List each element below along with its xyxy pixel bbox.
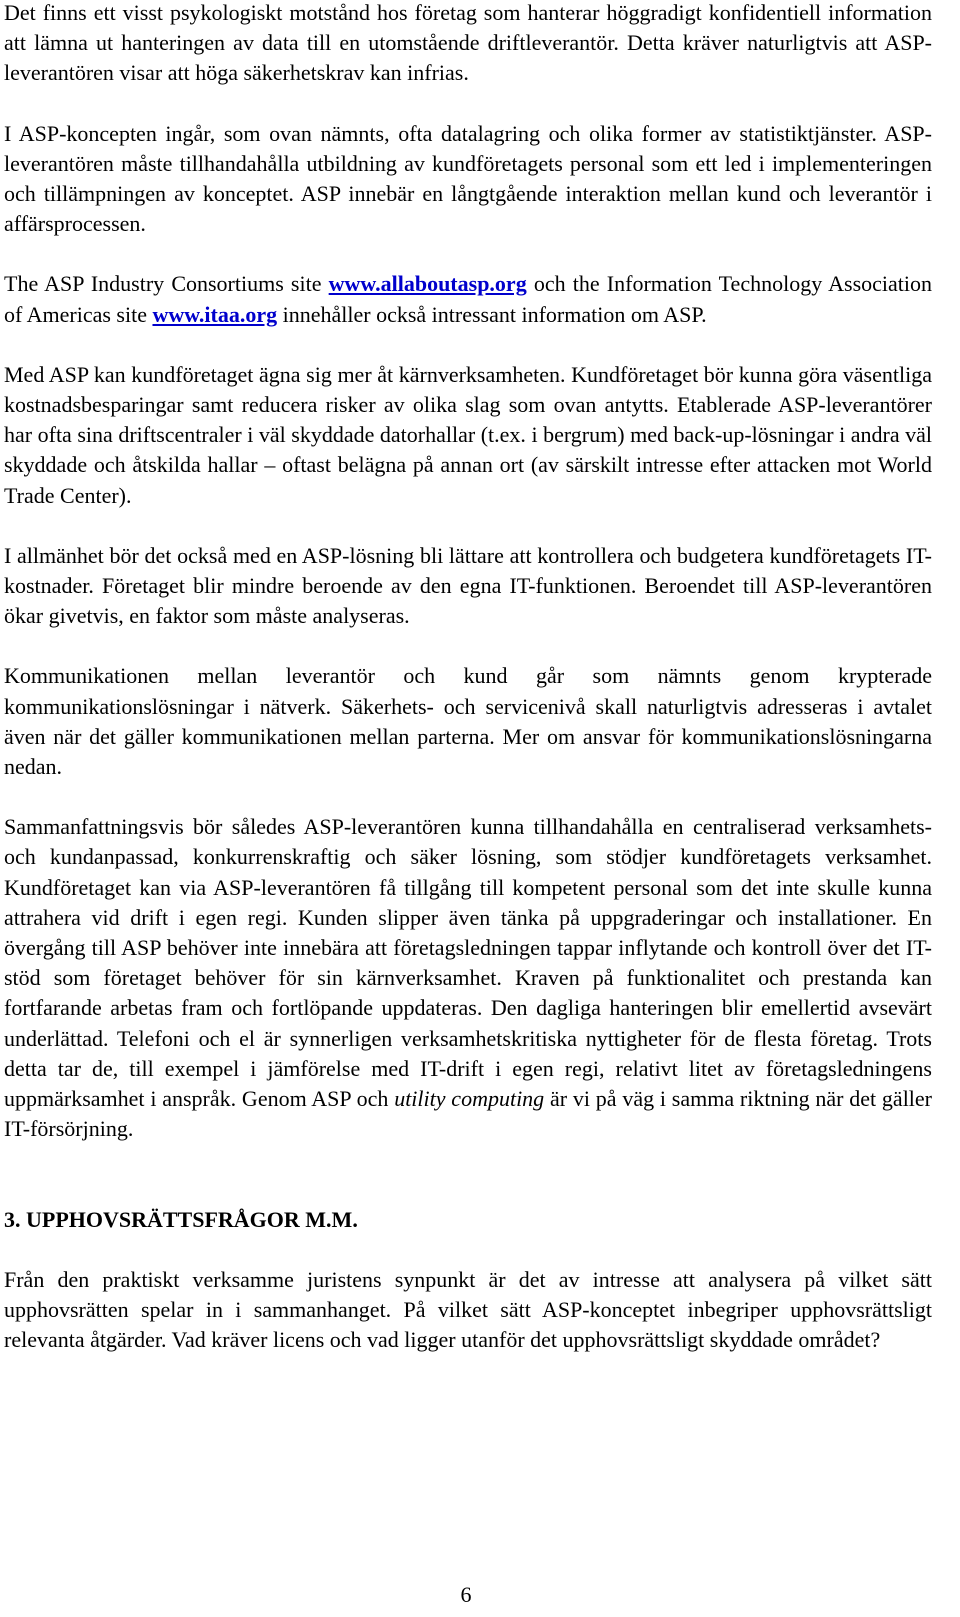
page-number: 6: [460, 1582, 472, 1607]
allaboutasp-link[interactable]: www.allaboutasp.org: [328, 271, 527, 297]
paragraph-links: [4, 269, 932, 329]
paragraph-text: innehåller också intressant information om ASP.: [282, 301, 707, 327]
document-page: [4, 0, 932, 1385]
paragraph-asp-concepts: [4, 119, 932, 240]
paragraph-cost-control: [4, 541, 932, 632]
paragraph-communication: [4, 661, 932, 782]
paragraph-text: och the Information Technology Association of Americas site: [4, 271, 933, 327]
paragraph-confidentiality: [4, 0, 932, 89]
paragraph-text: Med ASP kan kundföretaget ägna sig mer åt kärnverksamheten. Kundföretaget bör kunna göra väsentliga kostnadsbesparingar samt reducera risker av olika slag som ovan antytts. Etablerade ASP-leverantörer har ofta sina driftscentraler i väl skyddade datorhallar (t.ex. i bergrum) med back-up-lösningar i andra väl skyddade och åtskilda hallar – oftast belägna på annan ort (av särskilt intresse efter attacken mot World Trade Center).: [4, 361, 932, 508]
paragraph-core-business: [4, 360, 932, 511]
paragraph-text: The ASP Industry Consortiums site: [4, 271, 322, 297]
paragraph-text: Sammanfattningsvis bör således ASP-leverantören kunna tillhandahålla en centraliserad verksamhets- och kundanpassad, konkurrenskraftig och säker lösning, som stödjer kundföretagets verksamhet. Kundföretaget kan via ASP-leverantören få tillgång till kompetent personal som det inte skulle kunna attrahera vid drift i egen regi. Kunden slipper även tänka på uppgraderingar och installationer. En övergång till ASP behöver inte innebära att företagsledningen tappar inflytande och kontroll över det IT-stöd som företaget behöver för sin kärnverksamhet. Kraven på funktionalitet och prestanda kan fortfarande arbetas fram och fortlöpande uppdateras. Den dagliga hanteringen blir emellertid avsevärt underlättad. Telefoni och el är synnerligen verksamhetskritiska nyttigheter för de flesta företag. Trots detta tar de, till exempel i jämförelse med IT-drift i egen regi, relativt litet av företagsledningens uppmärksamhet i anspråk. Genom ASP och: [4, 814, 932, 1112]
section-heading: 3. UPPHOVSRÄTTSFRÅGOR M.M.: [4, 1206, 358, 1232]
paragraph-summary: [4, 812, 932, 1144]
utility-computing-term: utility computing: [394, 1086, 545, 1112]
paragraph-text: Från den praktiskt verksamme juristens synpunkt är det av intresse att analysera på vilket sätt upphovsrätten spelar in i sammanhanget. På vilket sätt ASP-konceptet inbegriper upphovsrättsligt relevanta åtgärder. Vad kräver licens och vad ligger utanför det upphovsrättsligt skyddade området?: [4, 1266, 932, 1352]
paragraph-text: I ASP-koncepten ingår, som ovan nämnts, ofta datalagring och olika former av statistiktjänster. ASP-leverantören måste tillhandahålla utbildning av kundföretagets personal som ett led i implementeringen och tillämpningen av konceptet. ASP innebär en långtgående interaktion mellan kund och leverantör i affärsprocessen.: [4, 120, 932, 237]
itaa-link[interactable]: www.itaa.org: [152, 301, 278, 327]
paragraph-text: Det finns ett visst psykologiskt motstånd hos företag som hanterar höggradigt konfidentiell information att lämna ut hanteringen av data till en utomstående driftleverantör. Detta kräver naturligtvis att ASP-leverantören visar att höga säkerhetskrav kan infrias.: [4, 0, 932, 86]
paragraph-copyright-intro: [4, 1265, 932, 1356]
paragraph-text: är vi på väg i samma riktning när det gäller IT-försörjning.: [4, 1086, 933, 1142]
paragraph-text: Kommunikationen mellan leverantör och kund går som nämnts genom krypterade kommunikationslösningar i nätverk. Säkerhets- och servicenivå skall naturligtvis adresseras i avtalet även när det gäller kommunikationen mellan parterna. Mer om ansvar för kommunikationslösningarna nedan.: [4, 663, 932, 780]
paragraph-text: I allmänhet bör det också med en ASP-lösning bli lättare att kontrollera och budgetera kundföretagets IT-kostnader. Företaget blir mindre beroende av den egna IT-funktionen. Beroendet till ASP-leverantören ökar givetvis, en faktor som måste analyseras.: [4, 542, 932, 629]
